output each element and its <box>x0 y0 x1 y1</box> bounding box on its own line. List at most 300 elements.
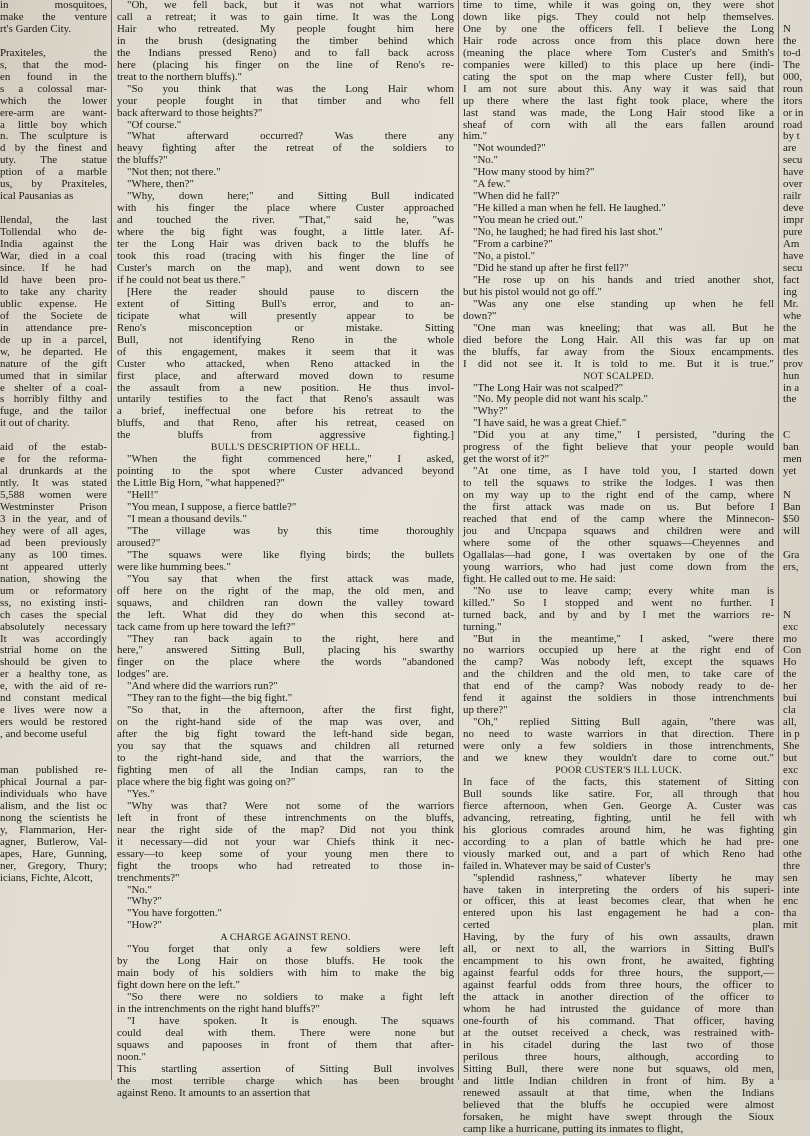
section-heading: BULL'S DESCRIPTION OF HELL. <box>210 442 361 454</box>
text-line: "Did you at any time," I persisted, "during the <box>473 429 774 442</box>
text-line: a little boy which <box>0 118 107 131</box>
text-line: e for the reforma- <box>0 453 107 466</box>
text-line: "They ran back again to the right, here and <box>127 632 454 645</box>
text-line: fight. He called out to me. He said: <box>463 572 616 585</box>
text-line: Mr. <box>783 297 799 310</box>
text-line: Reno's misconception or mistake. Sitting <box>117 321 454 334</box>
text-line: "From a carbine?" <box>473 238 553 251</box>
text-line: "No." <box>473 154 498 167</box>
text-line: men <box>783 453 802 466</box>
text-line: of the Societe de <box>0 309 107 322</box>
text-line: uty. The statue <box>0 154 107 167</box>
text-line: the first attack was made on us. But before I <box>463 501 774 514</box>
text-line: in his citadel during the last two of those <box>463 1038 774 1051</box>
text-line: heavy fighting after the retreat of the soldiers to <box>117 142 454 155</box>
text-line: railr <box>783 190 802 203</box>
text-line: "When did he fall?" <box>473 190 560 203</box>
text-line: up there?" <box>463 704 508 717</box>
text-line: umed that in similar <box>0 369 107 382</box>
text-line: progress of the fight believe that your people would <box>463 441 774 454</box>
text-line: cla <box>783 704 796 717</box>
text-line: "Why was that? Were not some of the warriors <box>127 799 454 812</box>
text-line: cating the spot on the map where Custer fell), but <box>463 70 774 83</box>
text-line: Ban <box>783 501 801 514</box>
text-line: died before the Long Hair. All this was far up on <box>463 333 774 346</box>
text-line: lodges" are. <box>117 668 169 681</box>
text-line: Sitting Bull, there were none but squaws, old men, <box>463 1062 774 1075</box>
text-line: in the brush (designating the timber behind which <box>117 34 454 47</box>
text-line: fuge, and the tailor <box>0 405 107 418</box>
text-line: to-d <box>783 46 801 59</box>
text-line: I am not sure about this. Any way it was said that <box>463 82 774 95</box>
text-line: ban <box>783 441 799 454</box>
text-line: that end of the camp? Was nobody ready to de- <box>463 680 774 693</box>
text-line: strial home on the <box>0 644 107 657</box>
text-line: absolutely necessary <box>0 620 107 633</box>
text-line: e, with the aid of re- <box>0 680 107 693</box>
text-line: exc <box>783 764 799 776</box>
text-line: viously marked out, and a part of which Reno had <box>463 847 774 860</box>
text-line: othe <box>783 847 802 860</box>
text-line: the left. What did they do when this second at- <box>117 608 454 621</box>
text-line: the <box>783 321 797 334</box>
text-line: ere-arm are want- <box>0 106 107 119</box>
text-line: hey were of all ages, <box>0 524 107 537</box>
text-line: it out of charity. <box>0 417 70 430</box>
text-line: Tollendal who de- <box>0 226 107 239</box>
text-line: (meaning the place where Tom Custer's and Smith's <box>463 46 774 59</box>
text-line: left in front of these intrenchments on the bluffs, <box>117 811 454 824</box>
text-line: bluffs, and that Reno, after his retreat, ceased on <box>117 417 454 430</box>
text-line: will <box>783 524 800 537</box>
text-line: "Why?" <box>473 405 508 418</box>
text-line: forsaken, he might have swept through the Sioux <box>463 1110 774 1123</box>
text-line <box>783 406 810 418</box>
text-line: en found in the <box>0 70 107 83</box>
text-line: renewed assault at that time, when the Indians <box>463 1086 774 1099</box>
text-line: "Hell!" <box>127 489 159 502</box>
text-line: al drunkards at the <box>0 465 107 478</box>
article-column-center <box>117 0 454 1099</box>
text-line: er a healthy tone, as <box>0 668 107 681</box>
text-line: get the worst of it?" <box>463 453 550 466</box>
text-line: "The squaws were like flying birds; the bullets <box>127 548 454 561</box>
text-line: the <box>783 668 797 681</box>
text-line: squaws and papooses in front of them that after- <box>117 1038 454 1051</box>
text-line: main body of his soldiers with him to make the big <box>117 967 454 980</box>
text-line: "Was any one else standing up when he fell <box>473 297 774 310</box>
text-line: itors <box>783 94 803 107</box>
text-line: or in <box>783 106 804 119</box>
text-line: "But in the meantime," I asked, "were there <box>473 632 774 645</box>
text-line: here (placing his finger on the line of Reno's re- <box>117 58 454 71</box>
text-line: "Of course." <box>127 118 182 131</box>
text-line: fend it against the soldiers in those intrenchments <box>463 692 774 705</box>
text-line: Con <box>783 644 802 657</box>
text-line: back afterward to those heights?" <box>117 106 263 119</box>
section-heading: POOR CUSTER'S ILL LUCK. <box>555 765 682 776</box>
text-line: ss, no existing insti- <box>0 596 107 609</box>
text-line: It was accordingly <box>0 632 107 645</box>
text-line: by t <box>783 130 800 143</box>
text-line: near the right side of the map? Did not you think <box>117 823 454 836</box>
text-line: pure <box>783 226 803 239</box>
text-line: to tell the squaws to strike the lodges. I was then <box>463 477 774 490</box>
text-line: off here on the right of the map, the old men, and <box>117 584 454 597</box>
text-line: ption of a marble <box>0 166 107 179</box>
text-line: Bull, not identifying Reno in the whole <box>117 333 454 346</box>
text-line: India against the <box>0 238 107 251</box>
text-line: 3 in the year, and of <box>0 512 107 525</box>
text-line: where some of the other squaws—Cheyennes and <box>463 536 774 549</box>
text-line: turning." <box>463 620 502 633</box>
text-line: Hair who retreated. My people fought him here <box>117 22 454 35</box>
text-line: where the big fight was fought, a little later. Af- <box>117 226 454 239</box>
text-line: "You say that when the first attack was made, <box>127 572 454 585</box>
text-line: llendal, the last <box>0 214 107 227</box>
text-line: fact <box>783 273 800 286</box>
text-line: exc <box>783 620 799 633</box>
text-line: w, he departed. He <box>0 345 107 358</box>
text-line: one-fourth of his command. That officer, having <box>463 1015 774 1028</box>
text-line: This startling assertion of Sitting Bull involves <box>117 1062 454 1075</box>
text-line: the attack in another direction of the officer to <box>463 991 774 1004</box>
text-line: "I have spoken. It is enough. The squaws <box>127 1015 454 1028</box>
text-line: tha <box>783 907 797 920</box>
text-line: tack came from up here toward the left?" <box>117 620 296 633</box>
text-line: ing <box>783 285 797 298</box>
text-line: prov <box>783 357 803 370</box>
text-line: believed that the bluffs he occupied were almost <box>463 1098 774 1111</box>
text-line: ical Pausanias as <box>0 190 74 203</box>
text-line: turned back, and by and by I met the warriors re- <box>463 608 774 621</box>
text-line: noon." <box>117 1050 146 1063</box>
text-line: $50 <box>783 512 800 525</box>
text-line: the bluffs from aggressive fighting.] <box>117 429 454 442</box>
text-line: sen <box>783 871 798 884</box>
text-line: "A few." <box>473 178 511 191</box>
section-heading: A CHARGE AGAINST RENO. <box>220 932 351 944</box>
text-line: Having, by the fury of his own assaults, drawn <box>463 931 774 944</box>
text-line: "You mean he cried out." <box>473 214 583 227</box>
text-line: place where the big fight was going on?" <box>117 775 296 788</box>
text-line: The <box>783 58 800 71</box>
text-line: "At one time, as I have told you, I started down <box>473 465 774 478</box>
left-column-fragment <box>0 0 107 1080</box>
text-line: hou <box>783 787 800 800</box>
text-line: no warriors occupied up here at the right end of <box>463 644 774 657</box>
text-line: agner, Butlerow, Val- <box>0 835 107 848</box>
text-line: if he could not beat us there." <box>117 273 246 286</box>
text-line: um or reformatory <box>0 584 107 597</box>
text-line: Custer who attacked, when Reno attacked in the <box>117 357 454 370</box>
text-line: your people fought in that timber and who fell <box>117 94 454 107</box>
text-line: e shelter of a coal- <box>0 381 107 394</box>
text-line: gin <box>783 823 797 836</box>
text-line: mat <box>783 333 800 346</box>
text-line <box>783 574 810 586</box>
text-line: to the right-hand side, and that the warriors, the <box>117 752 454 765</box>
text-line: pointing to the spot where Custer advanced beyond <box>117 465 454 478</box>
text-line: took this road (tracing with his finger the line of <box>117 250 454 263</box>
text-line: the Little Big Horn, "what happened?" <box>117 477 285 490</box>
text-line: finger on the place where the words "abandoned <box>117 656 454 669</box>
text-line <box>0 741 107 753</box>
text-line: "Yes." <box>127 787 155 800</box>
text-line: "They ran to the fight—the big fight." <box>127 692 293 705</box>
text-line: "No. My people did not want his scalp." <box>473 393 648 406</box>
text-line: you say that the squaws and children all returned <box>117 740 454 753</box>
text-line: a brief, ineffectual one before his retreat to the <box>117 405 454 418</box>
text-line: of this engagement, makes it seem that it was <box>117 345 454 358</box>
text-line: Ogallalas—had gone, I was overtaken by one of the <box>463 548 774 561</box>
text-line: "So that, in the afternoon, after the first fight, <box>127 704 454 717</box>
text-line: fierce afternoon, when Gen. George A. Custer was <box>463 799 774 812</box>
text-line: and the children and the old men, to take care of <box>463 668 774 681</box>
text-line: nation, showing the <box>0 572 107 585</box>
text-line: mo <box>783 632 797 645</box>
text-line: impr <box>783 214 804 227</box>
text-line: were only a few soldiers in those intrenchments, <box>463 740 774 753</box>
text-line: the assault from a new position. He thus invol- <box>117 381 454 394</box>
text-line: no need to waste warriors in that direction. There <box>463 728 774 741</box>
text-line: Praxiteles, the <box>0 46 107 59</box>
column-rule <box>778 0 779 1080</box>
text-line: War, died in a coal <box>0 250 107 263</box>
text-line: essary—to keep some of your young men there to <box>117 847 454 860</box>
text-line: "Why?" <box>127 895 162 908</box>
text-line: in p <box>783 728 800 741</box>
text-line: "No, he laughed; he had fired his last shot." <box>473 226 663 239</box>
text-line <box>783 598 810 610</box>
text-line: "When the fight commenced here," I asked, <box>127 453 454 466</box>
text-line: aroused?" <box>117 536 161 549</box>
text-line: certed plan. <box>463 919 774 932</box>
text-line: In face of the facts, this statement of Sitting <box>463 775 774 788</box>
text-line: with his finger the place where Custer approached <box>117 202 454 215</box>
text-line: one <box>783 835 799 848</box>
text-line: the bluffs?" <box>117 154 168 167</box>
text-line: ntly. It was stated <box>0 477 107 490</box>
column-rule <box>458 0 459 1080</box>
text-line: roun <box>783 82 803 95</box>
text-line: n. The sculpture is <box>0 130 107 143</box>
text-line: untarily testifies to the fact that Reno's assault was <box>117 393 454 406</box>
text-line: e lives were now a <box>0 704 107 717</box>
text-line: Bull sounds like satire. For, all through that <box>463 787 774 800</box>
text-line: ticipate what will presently appear to be <box>117 309 454 322</box>
text-line: C <box>783 429 791 442</box>
text-line: in the intrenchments on the right hand bluffs?" <box>117 1003 320 1016</box>
text-line: on the right-hand side of the map was over, and <box>117 716 454 729</box>
text-line: alism, and the list oc <box>0 799 107 812</box>
text-line: perilous three hours, although, according to <box>463 1050 774 1063</box>
text-line: y, Flammarion, Her- <box>0 823 107 836</box>
text-line: enc <box>783 895 799 908</box>
text-line: should be given to <box>0 656 107 669</box>
text-line: or officer, this at least becomes clear, that when he <box>463 895 774 908</box>
text-line: ers would be restored <box>0 716 107 729</box>
text-line: could deal with them. There were none but <box>117 1026 454 1039</box>
text-line: to take any charity <box>0 285 107 298</box>
text-line: nd constant medical <box>0 692 107 705</box>
text-line: icians, Fichte, Alcott, <box>0 871 93 884</box>
text-line: "No, a pistol." <box>473 250 536 263</box>
text-line: N <box>783 608 791 621</box>
text-line: him." <box>463 130 488 143</box>
text-line: against fearful odds for three hours, the support,— <box>463 967 774 980</box>
text-line: "No use to leave camp; every white man is <box>473 584 774 597</box>
text-line: She <box>783 740 800 753</box>
text-line: ad been previously <box>0 536 107 549</box>
text-line: the Indians pressed Reno) and to fall back across <box>117 46 454 59</box>
text-line: the most terrible charge which has been brought <box>117 1074 454 1087</box>
text-line: "Not then; not there." <box>127 166 221 179</box>
text-line: "He killed a man when he fell. He laughed." <box>473 202 666 215</box>
text-line: against Reno. It amounts to an assertion that <box>117 1086 310 1099</box>
text-line: it necessary—did not your war Chiefs think it nec- <box>117 835 454 848</box>
text-line: make the venture <box>0 10 107 23</box>
text-line: "The village was by this time thoroughly <box>127 524 454 537</box>
text-line: 000, <box>783 70 803 83</box>
text-line: deve <box>783 202 804 215</box>
text-line: apes, Hare, Gunning, <box>0 847 107 860</box>
text-line: Custer's march on the map), and went down to see <box>117 261 454 274</box>
text-line: Hair rode across once from this place down here <box>463 34 774 47</box>
text-line: s, that the mod- <box>0 58 107 71</box>
text-line: hun <box>783 369 800 382</box>
text-line: have taken in interpreting the orders of his superi- <box>463 883 774 896</box>
text-line: and we knew they wouldn't dare to come out." <box>463 752 774 765</box>
text-line: "Not wounded?" <box>473 142 546 155</box>
text-line: killed." So I stopped and went no further. I <box>463 596 774 609</box>
column-rule <box>111 0 112 1080</box>
text-line: trenchments?" <box>117 871 180 884</box>
text-line: according to a plan of battle which he had pre- <box>463 835 774 848</box>
text-line: Ho <box>783 656 797 669</box>
article-column-right <box>463 0 774 1135</box>
text-line: "Oh," replied Sitting Bull again, "there was <box>473 716 774 729</box>
text-line: s horribly filthy and <box>0 393 107 406</box>
text-line: One by one the officers fell. I believe the Long <box>463 22 774 35</box>
text-line: ublic expense. He <box>0 297 107 310</box>
text-line: by the Long Hair on those bluffs. He took the <box>117 955 454 968</box>
text-line: nature of the gift <box>0 357 107 370</box>
text-line: squaws, and children ran down the valley toward <box>117 596 454 609</box>
text-line: "And where did the warriors run?" <box>127 680 278 693</box>
text-line: "Did he stand up after he first fell?" <box>473 261 629 274</box>
text-line: in a <box>783 381 800 394</box>
text-line: "No." <box>127 883 152 896</box>
text-line: up there where the last fight took place, where the <box>463 94 774 107</box>
text-line: after the big fight toward the left-hand side began, <box>117 728 454 741</box>
text-line: fighting men of all the Indian camps, ran to the <box>117 764 454 776</box>
text-line: fight down here on the left." <box>117 979 240 992</box>
text-line: the <box>783 393 797 406</box>
text-line: whom he had intrusted the guidance of more than <box>463 1003 774 1016</box>
text-line: ter the Long Hair was driven back to the bluffs he <box>117 238 454 251</box>
text-line: any as 100 times. <box>0 548 107 561</box>
text-line: d by the finest and <box>0 142 107 155</box>
text-line: 5,588 women were <box>0 489 107 502</box>
text-line: "So there were no soldiers to make a fight left <box>127 991 454 1004</box>
text-line: us, by Praxiteles, <box>0 178 107 191</box>
text-line: tles <box>783 345 799 358</box>
text-line: on my way up to the right end of the camp, where <box>463 489 774 502</box>
text-line: time to time, while it was going on, they were shot <box>463 0 774 11</box>
text-line: encampment to his own front, he awaited, fighting <box>463 955 774 968</box>
text-line: first place, and afterward moved down to resume <box>117 369 454 382</box>
text-line <box>783 0 810 12</box>
text-line: ner, Gregory, Thury; <box>0 859 107 872</box>
text-line: "What afterward occurred? Was there any <box>127 130 454 143</box>
text-line: mit <box>783 919 798 932</box>
text-line: rt's Garden City. <box>0 22 72 35</box>
text-line: reached that end of the camp where the Minnecon- <box>463 512 774 525</box>
text-line: are <box>783 142 797 155</box>
text-line: treat to the northern bluffs)." <box>117 70 242 83</box>
text-line: camp like a hurricane, putting its inmates to flight, <box>463 1122 684 1135</box>
text-line: the camp? Was nobody left, except the squaws <box>463 656 774 669</box>
text-line: thre <box>783 859 800 872</box>
text-line: con <box>783 775 799 788</box>
text-line: road <box>783 118 803 131</box>
text-line: at the outset received a check, was restrained with- <box>463 1026 774 1039</box>
text-line: , and become useful <box>0 728 88 741</box>
text-line: "You mean, I suppose, a fierce battle?" <box>127 501 297 514</box>
text-line: were like humming bees." <box>117 560 231 573</box>
text-line: secu <box>783 154 803 167</box>
text-line: which the lower <box>0 94 107 107</box>
text-line: ch cases the special <box>0 608 107 621</box>
text-line: inte <box>783 883 800 896</box>
text-line: secu <box>783 261 803 274</box>
text-line: Westminster Prison <box>0 501 107 514</box>
text-line: call a retreat; it was to gain time. It was the Long <box>117 10 454 23</box>
text-line: in mosquitoes, <box>0 0 107 11</box>
text-line <box>783 586 810 598</box>
text-line: phical Journal a par- <box>0 775 107 788</box>
text-line: de up in a parcel, <box>0 333 107 346</box>
text-line: young warriors, who had just come down from the <box>463 560 774 573</box>
text-line: in attendance pre- <box>0 321 107 334</box>
text-line: wh <box>783 811 797 824</box>
text-line: failed in. Whatever may be said of Custer's <box>463 859 651 872</box>
text-line: Am <box>783 238 800 251</box>
text-line: "Why, down here;" and Sitting Bull indicated <box>127 190 454 203</box>
text-line: "You forget that only a few soldiers were left <box>127 943 454 956</box>
text-line: "I have said, he was a great Chief." <box>473 417 627 430</box>
right-column-fragment <box>783 0 810 1080</box>
text-line: all, <box>783 716 797 729</box>
text-line: whe <box>783 309 802 322</box>
text-line: over <box>783 178 803 191</box>
text-line: "So you think that was the Long Hair whom <box>127 82 454 95</box>
text-line: and little Indian children in front of him. By a <box>463 1074 774 1087</box>
text-line: "Where, then?" <box>127 178 194 191</box>
text-line: but his pistol would not go off." <box>463 285 602 298</box>
section-heading: NOT SCALPED. <box>583 370 654 382</box>
text-line: Gra <box>783 548 800 561</box>
text-line: but <box>783 752 797 765</box>
text-line: his glorious comrades around him, he was fighting <box>463 823 774 836</box>
text-line: and touched the river. "That," said he, "was <box>117 214 454 227</box>
text-line: here," answered Sitting Bull, placing his swarthy <box>117 644 454 657</box>
text-line: bui <box>783 692 797 705</box>
text-line: have <box>783 166 804 179</box>
text-line: nt appeared utterly <box>0 560 107 573</box>
text-line: s a colossal mar- <box>0 82 107 95</box>
